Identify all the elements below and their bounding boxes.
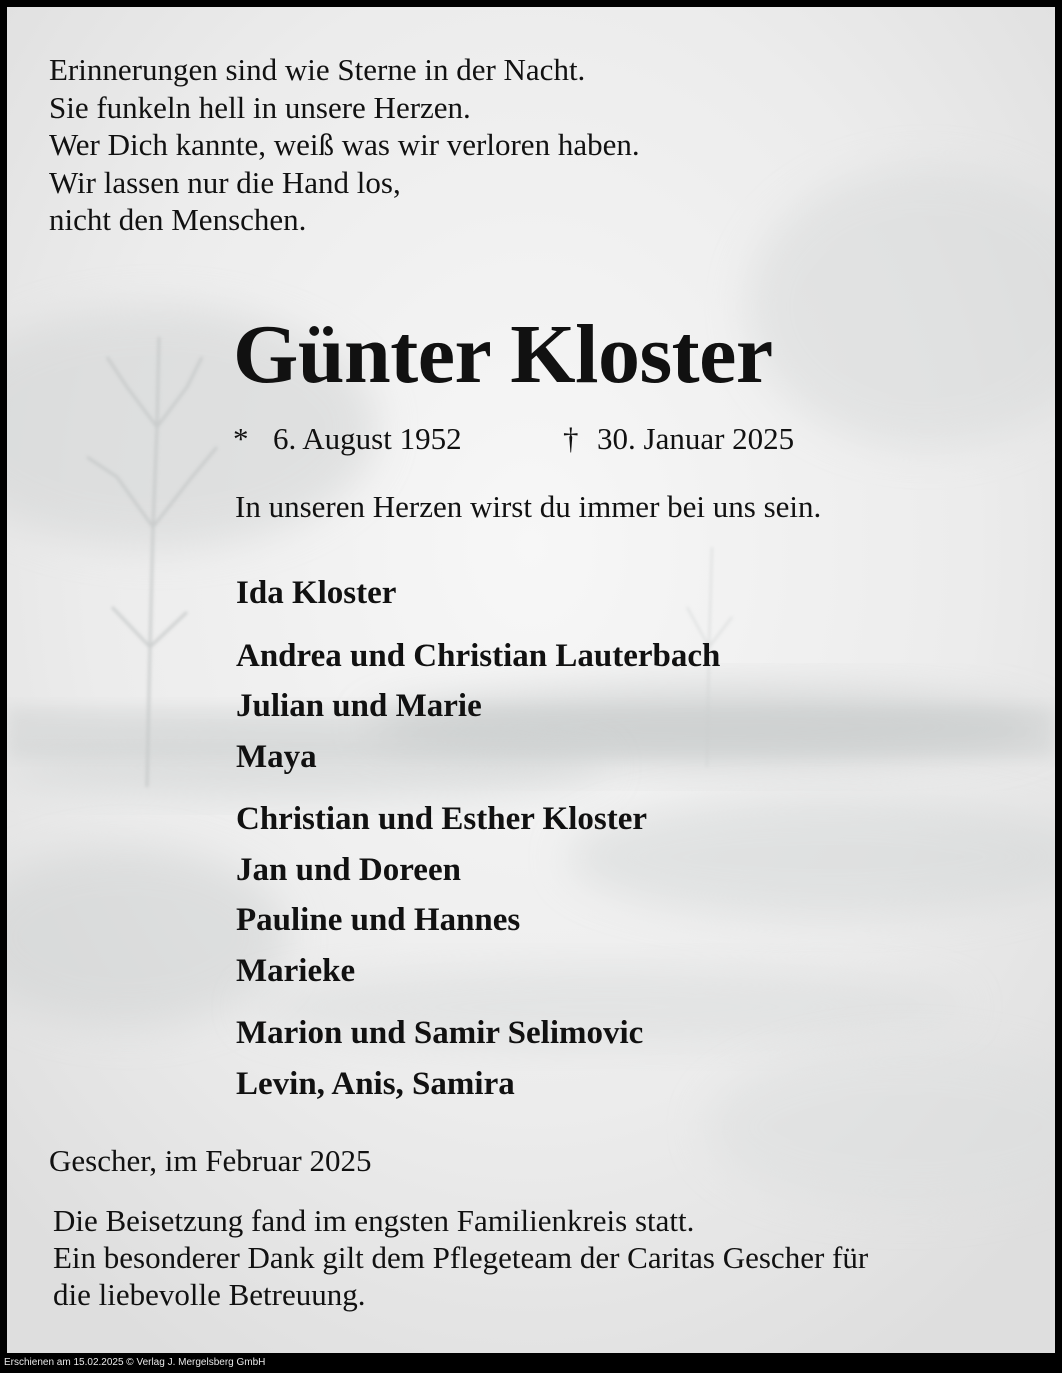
- mourner-name: Marion und Samir Selimovic: [236, 1015, 644, 1051]
- mourner-name: Pauline und Hannes: [236, 902, 521, 938]
- birth-date: 6. August 1952: [273, 421, 462, 456]
- mourner-name: Ida Kloster: [236, 575, 397, 611]
- deceased-name: Günter Kloster: [233, 308, 773, 401]
- poem-line: Wir lassen nur die Hand los,: [49, 164, 401, 200]
- mourner-group: [236, 794, 720, 996]
- publication-footer: Erschienen am 15.02.2025 © Verlag J. Mergelsberg GmbH: [4, 1357, 266, 1368]
- poem-line: Erinnerungen sind wie Sterne in der Nacht.: [49, 52, 586, 87]
- mourner-group: [236, 1008, 720, 1109]
- death-date: 30. Januar 2025: [597, 421, 795, 456]
- mourner-group: [236, 568, 720, 619]
- place-and-date: Gescher, im Februar 2025: [49, 1143, 372, 1178]
- birth-star-icon: *: [233, 421, 249, 456]
- obituary-content: [7, 7, 1055, 1353]
- death-cross-icon: †: [563, 421, 579, 456]
- death-date-group: [563, 419, 794, 459]
- mourner-name: Maya: [236, 738, 317, 775]
- birth-date-group: [233, 419, 462, 459]
- mourner-name: Marieke: [236, 952, 356, 989]
- poem-line: Wer Dich kannte, weiß was wir verloren haben.: [49, 127, 640, 162]
- notice-line: Ein besonderer Dank gilt dem Pflegeteam der Caritas Gescher für: [53, 1240, 869, 1275]
- mourner-name: Levin, Anis, Samira: [236, 1065, 515, 1102]
- memorial-poem: [49, 51, 640, 239]
- mourner-group: [236, 631, 720, 783]
- mourner-name: Jan und Doreen: [236, 851, 461, 888]
- poem-line: Sie funkeln hell in unsere Herzen.: [49, 89, 471, 125]
- mourner-name: Christian und Esther Kloster: [236, 801, 648, 837]
- obituary-card: [7, 7, 1055, 1353]
- notice-line: Die Beisetzung fand im engsten Familienkreis statt.: [53, 1203, 695, 1238]
- motto-line: In unseren Herzen wirst du immer bei uns sein.: [235, 489, 822, 524]
- poem-line: nicht den Menschen.: [49, 202, 307, 237]
- mourner-name: Andrea und Christian Lauterbach: [236, 637, 721, 674]
- funeral-notice: [53, 1202, 868, 1313]
- mourner-name: Julian und Marie: [236, 688, 482, 724]
- mourners-list: [236, 568, 720, 1121]
- notice-line: die liebevolle Betreuung.: [53, 1277, 366, 1312]
